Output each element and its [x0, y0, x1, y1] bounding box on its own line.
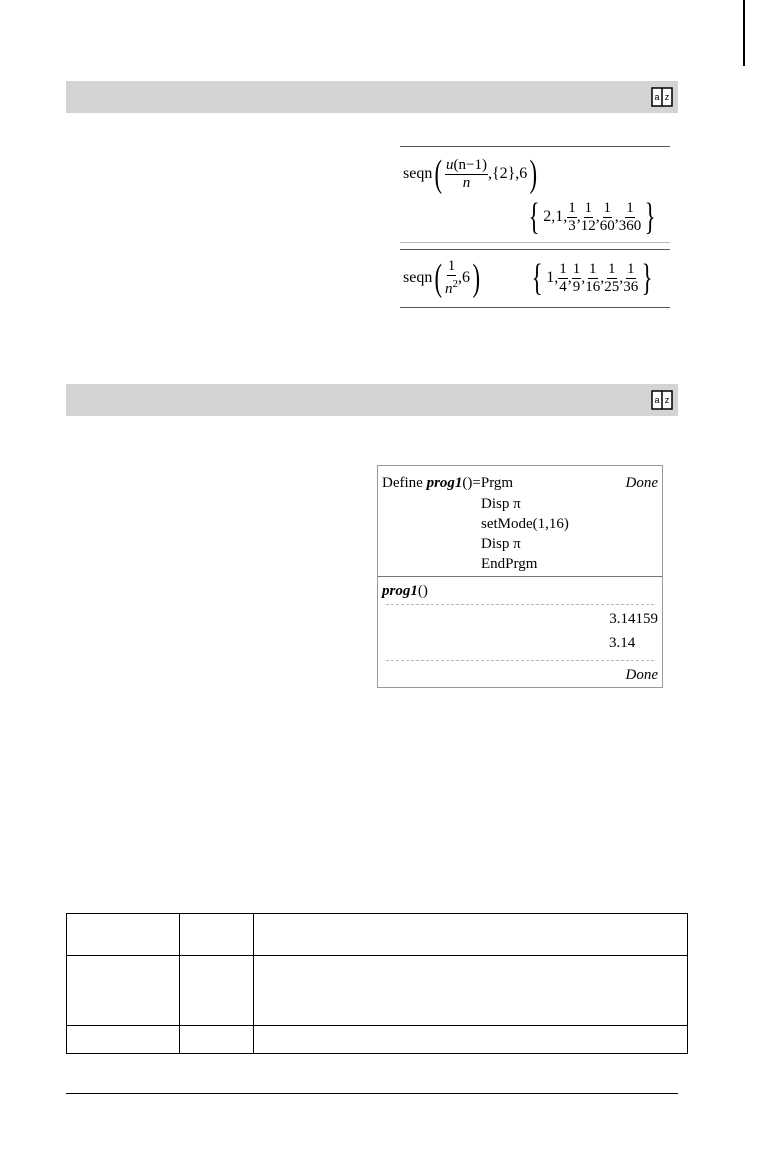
code-line-3: Disp π: [481, 536, 521, 552]
code-line-4: EndPrgm: [481, 556, 538, 572]
svg-text:a: a: [654, 92, 660, 102]
code-line-1: Disp π: [481, 496, 521, 512]
fraction: $\frac{1}{4}$: [559, 260, 567, 295]
define-line: Define prog1()=Prgm: [382, 475, 514, 491]
fraction: $\frac{1}{25}$: [604, 260, 620, 295]
output-2: 3.14: [609, 635, 636, 651]
seqn-args: ,6: [457, 269, 470, 286]
done-label-1: Done: [625, 475, 658, 491]
function-name: seqn: [403, 165, 433, 182]
table-row: [67, 956, 688, 1026]
seqn-input-1: seqn ( $\frac{u(n-1)}{n}$ ,{2},6 ): [403, 153, 538, 195]
fraction: $\frac{1}{60}$: [599, 199, 615, 234]
svg-text:a: a: [654, 395, 660, 405]
function-name: seqn: [403, 269, 433, 286]
dictionary-icon: [651, 390, 673, 410]
table-row: [67, 1026, 688, 1054]
svg-text:z: z: [664, 395, 670, 405]
section-header-bar-2: [66, 384, 678, 416]
seqn-input-2: seqn ( $\frac{1}{n^2}$ ,6 ): [403, 257, 481, 299]
code-line-2: setMode(1,16): [481, 516, 569, 532]
fraction: $\frac{1}{16}$: [585, 260, 601, 295]
calculator-screen-seqn: [400, 146, 670, 308]
footer-rule: [66, 1093, 678, 1094]
output-1: 3.14159: [609, 611, 658, 627]
fraction: $\frac{1}{36}$: [623, 260, 639, 295]
fraction: $\frac{1}{360}$: [618, 199, 642, 234]
dictionary-icon: [651, 87, 673, 107]
done-label-2: Done: [625, 667, 658, 683]
fraction: $\frac{1}{12}$: [580, 199, 596, 234]
fraction: $\frac{1}{3}$: [568, 199, 576, 234]
parameter-table: [66, 913, 688, 1054]
seqn-result-1: { 2,1, $\frac{1}{3}$ , $\frac{1}{12}$ , $\frac{1}{60}$ , $\frac{1}{360}$ }: [528, 196, 656, 238]
fraction: $\frac{1}{9}$: [572, 260, 581, 295]
calculator-screen-program: [377, 465, 663, 688]
fraction: $\frac{u(n-1)}{n}$: [445, 156, 487, 191]
section-header-bar-1: [66, 81, 678, 113]
table-row: [67, 914, 688, 956]
page-edge-mark: [743, 0, 745, 66]
call-line: prog1(): [382, 583, 428, 599]
seqn-args: ,{2},6: [487, 165, 528, 182]
svg-text:z: z: [664, 92, 670, 102]
seqn-result-2: { 1, $\frac{1}{4}$ , $\frac{1}{9}$ , $\frac{1}{16}$ , $\frac{1}{25}$ , $\frac{1}{36}$ }: [531, 257, 653, 299]
fraction: $\frac{1}{n^2}$: [444, 258, 458, 297]
